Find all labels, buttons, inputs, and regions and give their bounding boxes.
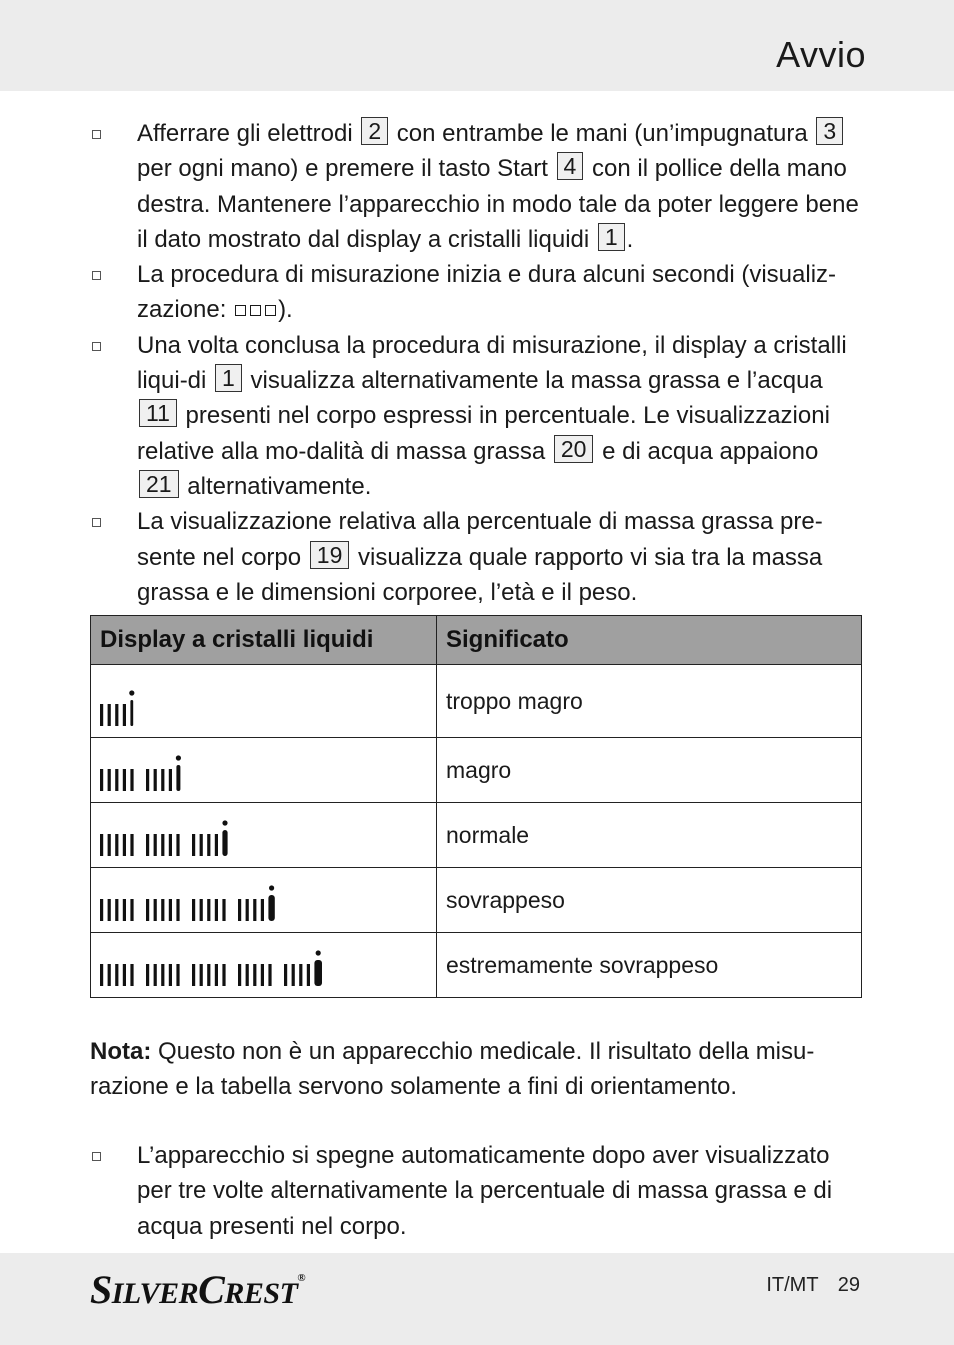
page-number: 29 bbox=[837, 1274, 860, 1296]
lcd-segment bbox=[215, 964, 218, 986]
list-item bbox=[90, 1138, 862, 1244]
lcd-segment bbox=[108, 834, 111, 856]
component-reference-box: 1 bbox=[215, 364, 242, 392]
lcd-segment bbox=[130, 769, 133, 791]
lcd-segment bbox=[100, 964, 103, 986]
page-meta bbox=[766, 1274, 860, 1297]
list-item bbox=[90, 257, 862, 328]
lcd-segment bbox=[161, 834, 164, 856]
component-reference-box: 4 bbox=[557, 152, 584, 180]
lcd-segment bbox=[261, 899, 264, 921]
lcd-bar-graph-icon bbox=[91, 803, 416, 867]
table-header-row bbox=[91, 616, 862, 665]
lcd-indicator-dot bbox=[176, 755, 181, 760]
lcd-segment bbox=[108, 769, 111, 791]
checkbox-bullet-icon bbox=[92, 518, 101, 527]
lcd-segment bbox=[146, 834, 149, 856]
lcd-segment bbox=[169, 899, 172, 921]
lcd-indicator bbox=[222, 830, 227, 856]
lcd-segment bbox=[161, 899, 164, 921]
lcd-segment bbox=[123, 769, 126, 791]
lcd-indicator-dot bbox=[316, 950, 321, 955]
lcd-segment bbox=[100, 899, 103, 921]
note-paragraph bbox=[90, 1034, 862, 1105]
text-run: alternativamente. bbox=[180, 472, 372, 500]
lcd-segment bbox=[284, 964, 287, 986]
lcd-indicator-dot bbox=[129, 690, 134, 695]
lcd-bar-graph-icon bbox=[91, 868, 416, 932]
meaning-cell: magro bbox=[437, 738, 862, 803]
lcd-segment bbox=[207, 899, 210, 921]
component-reference-box: 1 bbox=[598, 223, 625, 251]
lcd-segment bbox=[238, 899, 241, 921]
table-row bbox=[91, 933, 862, 998]
lcd-segment bbox=[123, 899, 126, 921]
lcd-segment bbox=[207, 834, 210, 856]
lcd-segment bbox=[261, 964, 264, 986]
page-title: Avvio bbox=[776, 34, 866, 75]
lcd-segment bbox=[146, 769, 149, 791]
text-run: La visualizzazione relativa alla percentuale di massa grassa pre-sente nel corpo bbox=[137, 508, 823, 571]
lcd-segment bbox=[176, 899, 179, 921]
list-item bbox=[90, 116, 862, 257]
list-item-text bbox=[137, 1138, 862, 1244]
checkbox-bullet-icon bbox=[92, 130, 101, 139]
text-run: con entrambe le mani (un’impugnatura bbox=[390, 120, 815, 147]
lcd-indicator bbox=[176, 765, 180, 791]
lcd-square-icon bbox=[265, 305, 276, 316]
note-text: Questo non è un apparecchio medicale. Il risultato della misu-razione e la tabella servono solamente a fini di orientamento. bbox=[90, 1038, 815, 1101]
lcd-segment bbox=[123, 704, 126, 726]
text-run: Una volta conclusa la procedura di misurazione, il display a cristalli liqui-di bbox=[137, 331, 847, 395]
lcd-bar-graph-icon bbox=[91, 665, 416, 737]
list-item-text bbox=[137, 257, 862, 328]
list-item-text bbox=[137, 116, 862, 257]
lcd-segment bbox=[215, 899, 218, 921]
lcd-segment bbox=[253, 899, 256, 921]
lcd-display-cell bbox=[91, 933, 437, 998]
lcd-display-cell bbox=[91, 868, 437, 933]
lcd-segment bbox=[200, 899, 203, 921]
lcd-segment bbox=[200, 964, 203, 986]
component-reference-box: 19 bbox=[310, 541, 350, 569]
lcd-segment bbox=[115, 704, 118, 726]
lcd-segment bbox=[100, 704, 103, 726]
lcd-segment bbox=[108, 899, 111, 921]
lcd-segment bbox=[207, 964, 210, 986]
table-row bbox=[91, 738, 862, 803]
component-reference-box: 21 bbox=[139, 470, 179, 498]
note-label: Nota: bbox=[90, 1038, 152, 1065]
lcd-segment bbox=[307, 964, 310, 986]
lcd-segment bbox=[292, 964, 295, 986]
column-header-meaning: Significato bbox=[437, 616, 862, 665]
lcd-segment bbox=[130, 899, 133, 921]
lcd-segment bbox=[176, 834, 179, 856]
lcd-display-cell bbox=[91, 803, 437, 868]
lcd-segment bbox=[299, 964, 302, 986]
list-item-text bbox=[137, 328, 862, 504]
list-item-text bbox=[137, 504, 862, 610]
text-run: per ogni mano) e premere il tasto Start bbox=[137, 155, 555, 183]
lcd-display-cell bbox=[91, 738, 437, 803]
table-row bbox=[91, 803, 862, 868]
lcd-bar-graph-icon bbox=[91, 738, 416, 802]
lcd-segment bbox=[215, 834, 218, 856]
lcd-segment bbox=[108, 704, 111, 726]
lcd-segment bbox=[115, 899, 118, 921]
lcd-bar-graph-icon bbox=[91, 933, 416, 997]
lcd-indicator bbox=[268, 895, 274, 921]
list-item bbox=[90, 504, 862, 610]
lcd-segment bbox=[123, 834, 126, 856]
meaning-cell: sovrappeso bbox=[437, 868, 862, 933]
text-run: Afferrare gli elettrodi bbox=[137, 120, 360, 147]
text-run: visualizza quale rapporto vi sia tra la massa grassa e le dimensioni corporee, l’età e il peso. bbox=[137, 543, 823, 606]
lcd-segment bbox=[100, 769, 103, 791]
lcd-segment bbox=[222, 899, 225, 921]
table-row bbox=[91, 665, 862, 738]
text-run: e di acqua appaiono bbox=[595, 437, 819, 465]
lcd-indicator bbox=[130, 700, 133, 726]
lcd-segment bbox=[268, 964, 271, 986]
meaning-cell: estremamente sovrappeso bbox=[437, 933, 862, 998]
language-code: IT/MT bbox=[766, 1274, 819, 1296]
lcd-meaning-table bbox=[90, 615, 862, 998]
text-run: con il pollice della mano destra. Mantenere l’apparecchio in modo tale da poter leggere bene il dato mostrato dal display a cristalli liquidi bbox=[137, 155, 859, 253]
lcd-segment bbox=[161, 964, 164, 986]
lcd-segment bbox=[246, 899, 249, 921]
lcd-segment bbox=[253, 964, 256, 986]
component-reference-box: 11 bbox=[139, 399, 177, 427]
checkbox-bullet-icon bbox=[92, 271, 101, 280]
lcd-segment bbox=[246, 964, 249, 986]
text-run: La procedura di misurazione inizia e dura alcuni secondi (visualiz-zazione: bbox=[137, 261, 837, 324]
lcd-segment bbox=[169, 964, 172, 986]
lcd-segment bbox=[192, 834, 195, 856]
lcd-segment bbox=[169, 834, 172, 856]
lcd-segment bbox=[115, 834, 118, 856]
text-run: ). bbox=[278, 296, 293, 324]
table-row bbox=[91, 868, 862, 933]
list-item bbox=[90, 328, 862, 504]
silvercrest-logo: SILVERCREST® bbox=[90, 1267, 306, 1312]
column-header-display: Display a cristalli liquidi bbox=[91, 616, 437, 665]
instruction-list-end bbox=[90, 1138, 862, 1244]
lcd-segment bbox=[154, 964, 157, 986]
lcd-segment bbox=[108, 964, 111, 986]
lcd-segment bbox=[222, 964, 225, 986]
lcd-segment bbox=[154, 769, 157, 791]
lcd-segment bbox=[154, 834, 157, 856]
checkbox-bullet-icon bbox=[92, 1152, 101, 1161]
lcd-indicator bbox=[314, 960, 322, 986]
checkbox-bullet-icon bbox=[92, 342, 101, 351]
meaning-cell: troppo magro bbox=[437, 665, 862, 738]
lcd-segment bbox=[192, 899, 195, 921]
text-run: presenti nel corpo espressi in percentuale. Le visualizzazioni relative alla mo-dalità di massa grassa bbox=[137, 402, 830, 465]
text-run: . bbox=[626, 225, 634, 253]
component-reference-box: 2 bbox=[361, 117, 388, 145]
lcd-segment bbox=[169, 769, 172, 791]
lcd-segment bbox=[192, 964, 195, 986]
lcd-segment bbox=[100, 834, 103, 856]
lcd-segment bbox=[115, 769, 118, 791]
lcd-segment bbox=[130, 964, 133, 986]
component-reference-box: 20 bbox=[554, 435, 594, 463]
lcd-segment bbox=[123, 964, 126, 986]
text-run: L’apparecchio si spegne automaticamente dopo aver visualizzato per tre volte alternativamente la percentuale di massa grassa e di acqua presenti nel corpo. bbox=[137, 1142, 833, 1240]
text-run: visualizza alternativamente la massa grassa e l’acqua bbox=[243, 367, 823, 395]
lcd-indicator-dot bbox=[269, 885, 274, 890]
instruction-list bbox=[90, 116, 862, 610]
lcd-square-icon bbox=[235, 305, 246, 316]
component-reference-box: 3 bbox=[816, 117, 843, 145]
meaning-cell: normale bbox=[437, 803, 862, 868]
lcd-segment bbox=[130, 834, 133, 856]
lcd-segment bbox=[176, 964, 179, 986]
lcd-segment bbox=[146, 964, 149, 986]
lcd-segment bbox=[154, 899, 157, 921]
lcd-segment bbox=[238, 964, 241, 986]
lcd-segment bbox=[161, 769, 164, 791]
lcd-square-icon bbox=[250, 305, 261, 316]
lcd-segment bbox=[115, 964, 118, 986]
lcd-segment bbox=[146, 899, 149, 921]
lcd-indicator-dot bbox=[222, 820, 227, 825]
lcd-display-cell bbox=[91, 665, 437, 738]
lcd-segment bbox=[200, 834, 203, 856]
